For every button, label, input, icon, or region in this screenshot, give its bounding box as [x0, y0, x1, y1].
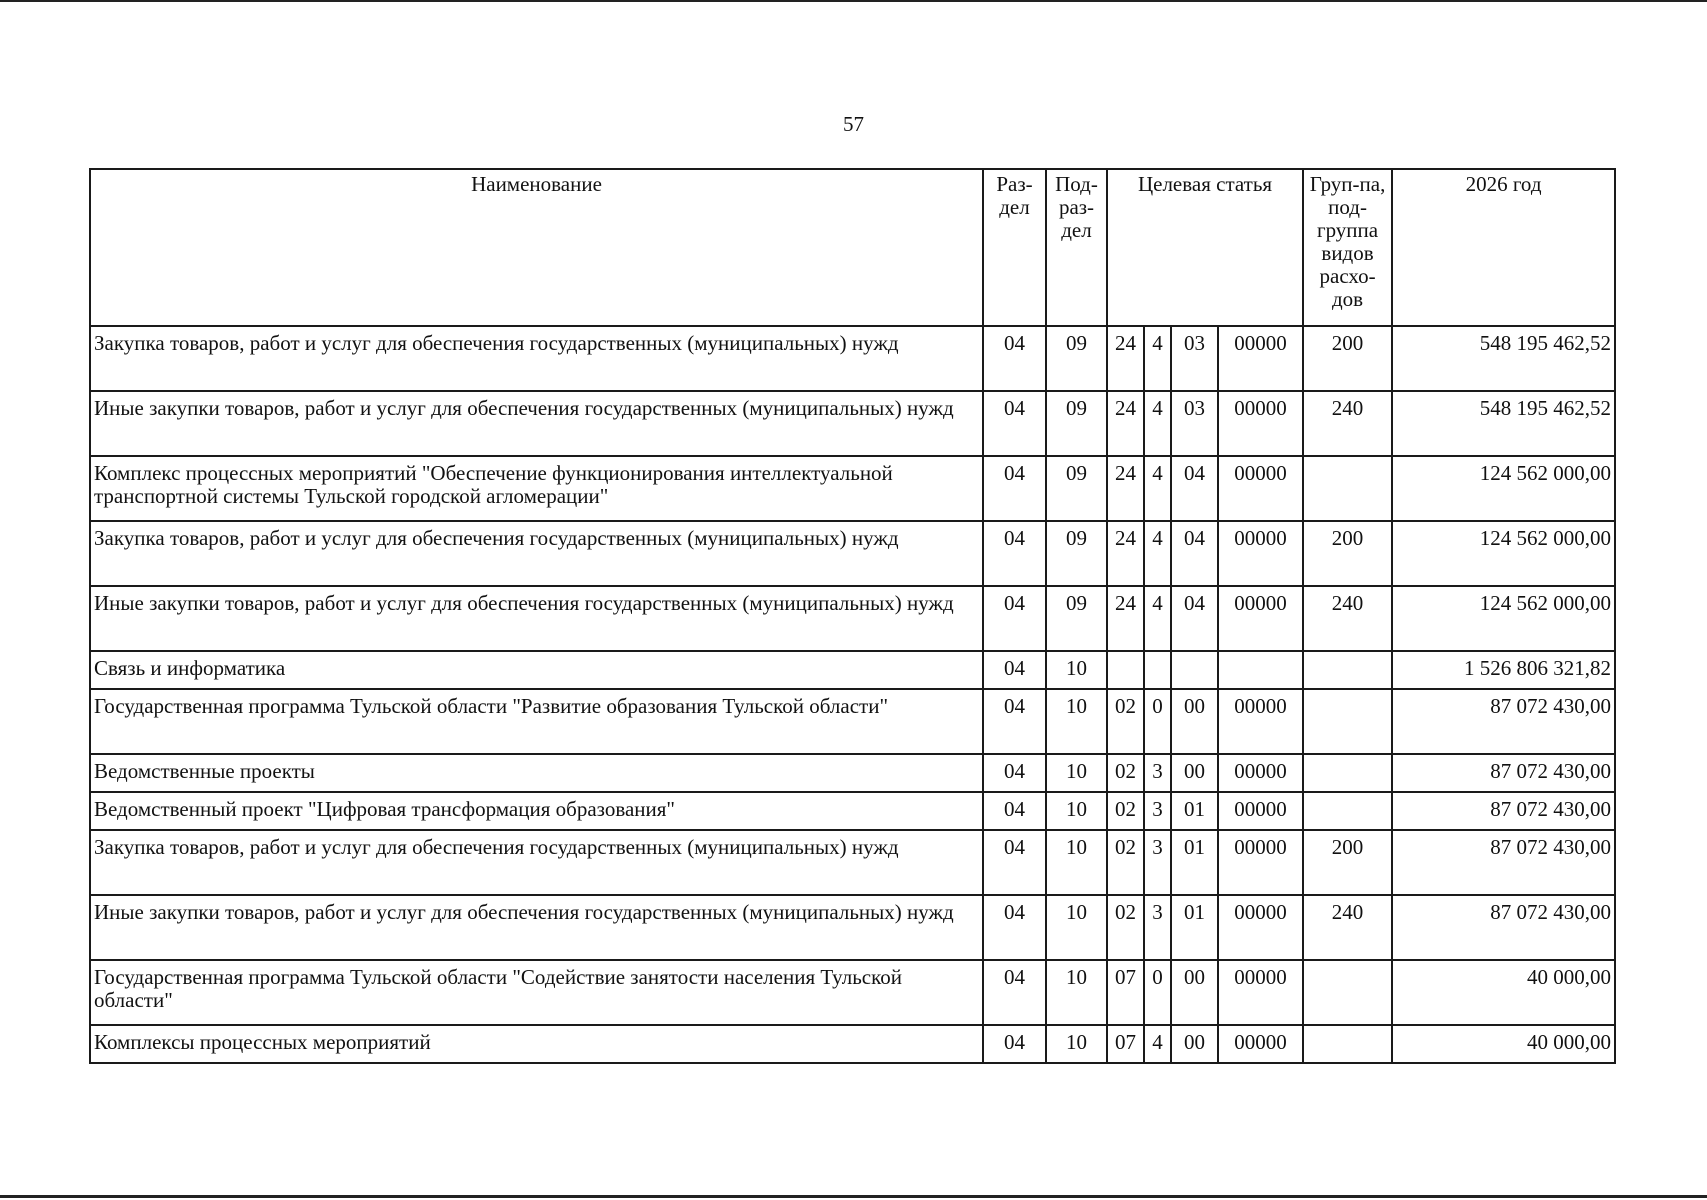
- table-row: [90, 689, 1615, 754]
- cell-target-program: 02: [1107, 792, 1144, 830]
- cell-target-subprogram: 01: [1171, 830, 1218, 895]
- cell-name: Иные закупки товаров, работ и услуг для обеспечения государственных (муниципальных) нужд: [90, 586, 983, 651]
- table-row: [90, 326, 1615, 391]
- cell-amount-2026: 87 072 430,00: [1392, 830, 1615, 895]
- cell-target-subprogram: 03: [1171, 326, 1218, 391]
- cell-expense-group: 240: [1303, 895, 1392, 960]
- cell-name: Закупка товаров, работ и услуг для обеспечения государственных (муниципальных) нужд: [90, 830, 983, 895]
- cell-target-program: 24: [1107, 326, 1144, 391]
- cell-razdel: 04: [983, 754, 1046, 792]
- cell-target-subprogram: 00: [1171, 960, 1218, 1025]
- table-row: [90, 651, 1615, 689]
- cell-target-type: 4: [1144, 456, 1171, 521]
- cell-target-type: 0: [1144, 960, 1171, 1025]
- cell-target-direction: 00000: [1218, 792, 1303, 830]
- table-header-row: [90, 169, 1615, 326]
- cell-target-subprogram: 00: [1171, 1025, 1218, 1063]
- table-row: [90, 960, 1615, 1025]
- cell-podrazdel: 10: [1046, 830, 1107, 895]
- cell-target-program: [1107, 651, 1144, 689]
- cell-target-direction: 00000: [1218, 960, 1303, 1025]
- cell-target-direction: 00000: [1218, 1025, 1303, 1063]
- cell-target-type: 4: [1144, 586, 1171, 651]
- cell-target-program: 02: [1107, 689, 1144, 754]
- cell-target-subprogram: 04: [1171, 521, 1218, 586]
- cell-razdel: 04: [983, 960, 1046, 1025]
- cell-amount-2026: 124 562 000,00: [1392, 586, 1615, 651]
- cell-expense-group: [1303, 792, 1392, 830]
- cell-name: Государственная программа Тульской области "Содействие занятости населения Тульской области": [90, 960, 983, 1025]
- cell-target-type: 0: [1144, 689, 1171, 754]
- table-row: [90, 830, 1615, 895]
- cell-name: Иные закупки товаров, работ и услуг для обеспечения государственных (муниципальных) нужд: [90, 391, 983, 456]
- cell-target-type: 3: [1144, 754, 1171, 792]
- cell-amount-2026: 124 562 000,00: [1392, 456, 1615, 521]
- table-row: [90, 792, 1615, 830]
- cell-target-type: 4: [1144, 521, 1171, 586]
- cell-amount-2026: 1 526 806 321,82: [1392, 651, 1615, 689]
- cell-razdel: 04: [983, 651, 1046, 689]
- cell-podrazdel: 10: [1046, 895, 1107, 960]
- cell-razdel: 04: [983, 792, 1046, 830]
- cell-target-subprogram: 01: [1171, 792, 1218, 830]
- cell-expense-group: 240: [1303, 391, 1392, 456]
- table-row: [90, 754, 1615, 792]
- cell-expense-group: [1303, 689, 1392, 754]
- cell-target-direction: 00000: [1218, 895, 1303, 960]
- cell-amount-2026: 87 072 430,00: [1392, 754, 1615, 792]
- cell-target-program: 24: [1107, 456, 1144, 521]
- cell-target-subprogram: 01: [1171, 895, 1218, 960]
- cell-target-type: 4: [1144, 1025, 1171, 1063]
- cell-target-type: 4: [1144, 391, 1171, 456]
- header-name: Наименование: [90, 169, 983, 326]
- cell-target-direction: 00000: [1218, 754, 1303, 792]
- table-row: [90, 586, 1615, 651]
- cell-expense-group: [1303, 456, 1392, 521]
- cell-name: Связь и информатика: [90, 651, 983, 689]
- cell-target-direction: 00000: [1218, 456, 1303, 521]
- cell-target-type: 3: [1144, 895, 1171, 960]
- cell-amount-2026: 87 072 430,00: [1392, 792, 1615, 830]
- cell-razdel: 04: [983, 830, 1046, 895]
- cell-target-direction: 00000: [1218, 326, 1303, 391]
- cell-amount-2026: 40 000,00: [1392, 1025, 1615, 1063]
- page-number: 57: [843, 112, 864, 136]
- cell-name: Ведомственный проект "Цифровая трансформация образования": [90, 792, 983, 830]
- cell-amount-2026: 40 000,00: [1392, 960, 1615, 1025]
- table-row: [90, 391, 1615, 456]
- cell-razdel: 04: [983, 391, 1046, 456]
- cell-expense-group: 200: [1303, 326, 1392, 391]
- cell-target-subprogram: 00: [1171, 754, 1218, 792]
- cell-target-program: 07: [1107, 960, 1144, 1025]
- cell-target-direction: 00000: [1218, 391, 1303, 456]
- header-podrazdel: Под-раз-дел: [1046, 169, 1107, 326]
- cell-target-program: 24: [1107, 521, 1144, 586]
- cell-podrazdel: 10: [1046, 689, 1107, 754]
- cell-target-subprogram: 04: [1171, 586, 1218, 651]
- cell-podrazdel: 10: [1046, 792, 1107, 830]
- cell-name: Государственная программа Тульской области "Развитие образования Тульской области": [90, 689, 983, 754]
- cell-target-type: 4: [1144, 326, 1171, 391]
- cell-razdel: 04: [983, 1025, 1046, 1063]
- cell-target-type: 3: [1144, 830, 1171, 895]
- cell-name: Закупка товаров, работ и услуг для обеспечения государственных (муниципальных) нужд: [90, 326, 983, 391]
- table-row: [90, 1025, 1615, 1063]
- cell-podrazdel: 09: [1046, 391, 1107, 456]
- cell-razdel: 04: [983, 689, 1046, 754]
- table-row: [90, 521, 1615, 586]
- cell-razdel: 04: [983, 586, 1046, 651]
- cell-target-type: 3: [1144, 792, 1171, 830]
- cell-target-direction: [1218, 651, 1303, 689]
- cell-target-direction: 00000: [1218, 521, 1303, 586]
- cell-podrazdel: 09: [1046, 586, 1107, 651]
- cell-amount-2026: 87 072 430,00: [1392, 689, 1615, 754]
- cell-expense-group: [1303, 754, 1392, 792]
- cell-target-program: 02: [1107, 895, 1144, 960]
- cell-name: Комплексы процессных мероприятий: [90, 1025, 983, 1063]
- budget-table: [89, 168, 1616, 1064]
- top-border-rule: [0, 0, 1707, 2]
- cell-razdel: 04: [983, 521, 1046, 586]
- cell-expense-group: [1303, 651, 1392, 689]
- cell-target-subprogram: 03: [1171, 391, 1218, 456]
- cell-expense-group: 240: [1303, 586, 1392, 651]
- cell-name: Закупка товаров, работ и услуг для обеспечения государственных (муниципальных) нужд: [90, 521, 983, 586]
- cell-name: Иные закупки товаров, работ и услуг для обеспечения государственных (муниципальных) нужд: [90, 895, 983, 960]
- cell-razdel: 04: [983, 456, 1046, 521]
- cell-target-program: 07: [1107, 1025, 1144, 1063]
- cell-target-program: 02: [1107, 754, 1144, 792]
- cell-expense-group: [1303, 1025, 1392, 1063]
- cell-target-program: 24: [1107, 586, 1144, 651]
- cell-amount-2026: 548 195 462,52: [1392, 326, 1615, 391]
- cell-podrazdel: 10: [1046, 754, 1107, 792]
- cell-target-subprogram: 04: [1171, 456, 1218, 521]
- cell-podrazdel: 09: [1046, 521, 1107, 586]
- cell-expense-group: 200: [1303, 521, 1392, 586]
- cell-target-subprogram: 00: [1171, 689, 1218, 754]
- cell-podrazdel: 10: [1046, 960, 1107, 1025]
- cell-target-type: [1144, 651, 1171, 689]
- table-row: [90, 895, 1615, 960]
- cell-podrazdel: 09: [1046, 326, 1107, 391]
- cell-name: Комплекс процессных мероприятий "Обеспечение функционирования интеллектуальной транспортной системы Тульской городской агломерации": [90, 456, 983, 521]
- cell-razdel: 04: [983, 326, 1046, 391]
- cell-expense-group: [1303, 960, 1392, 1025]
- cell-amount-2026: 87 072 430,00: [1392, 895, 1615, 960]
- cell-name: Ведомственные проекты: [90, 754, 983, 792]
- header-expense-group: Груп-па, под-группа видов расхо-дов: [1303, 169, 1392, 326]
- cell-expense-group: 200: [1303, 830, 1392, 895]
- header-target-article: Целевая статья: [1107, 169, 1303, 326]
- cell-target-direction: 00000: [1218, 689, 1303, 754]
- header-year-2026: 2026 год: [1392, 169, 1615, 326]
- table-body: [90, 326, 1615, 1063]
- cell-podrazdel: 10: [1046, 651, 1107, 689]
- cell-razdel: 04: [983, 895, 1046, 960]
- cell-amount-2026: 124 562 000,00: [1392, 521, 1615, 586]
- cell-target-direction: 00000: [1218, 586, 1303, 651]
- bottom-border-rule: [0, 1195, 1707, 1198]
- cell-target-program: 24: [1107, 391, 1144, 456]
- cell-podrazdel: 10: [1046, 1025, 1107, 1063]
- cell-target-direction: 00000: [1218, 830, 1303, 895]
- cell-target-subprogram: [1171, 651, 1218, 689]
- cell-target-program: 02: [1107, 830, 1144, 895]
- header-razdel: Раз-дел: [983, 169, 1046, 326]
- cell-podrazdel: 09: [1046, 456, 1107, 521]
- table-row: [90, 456, 1615, 521]
- cell-amount-2026: 548 195 462,52: [1392, 391, 1615, 456]
